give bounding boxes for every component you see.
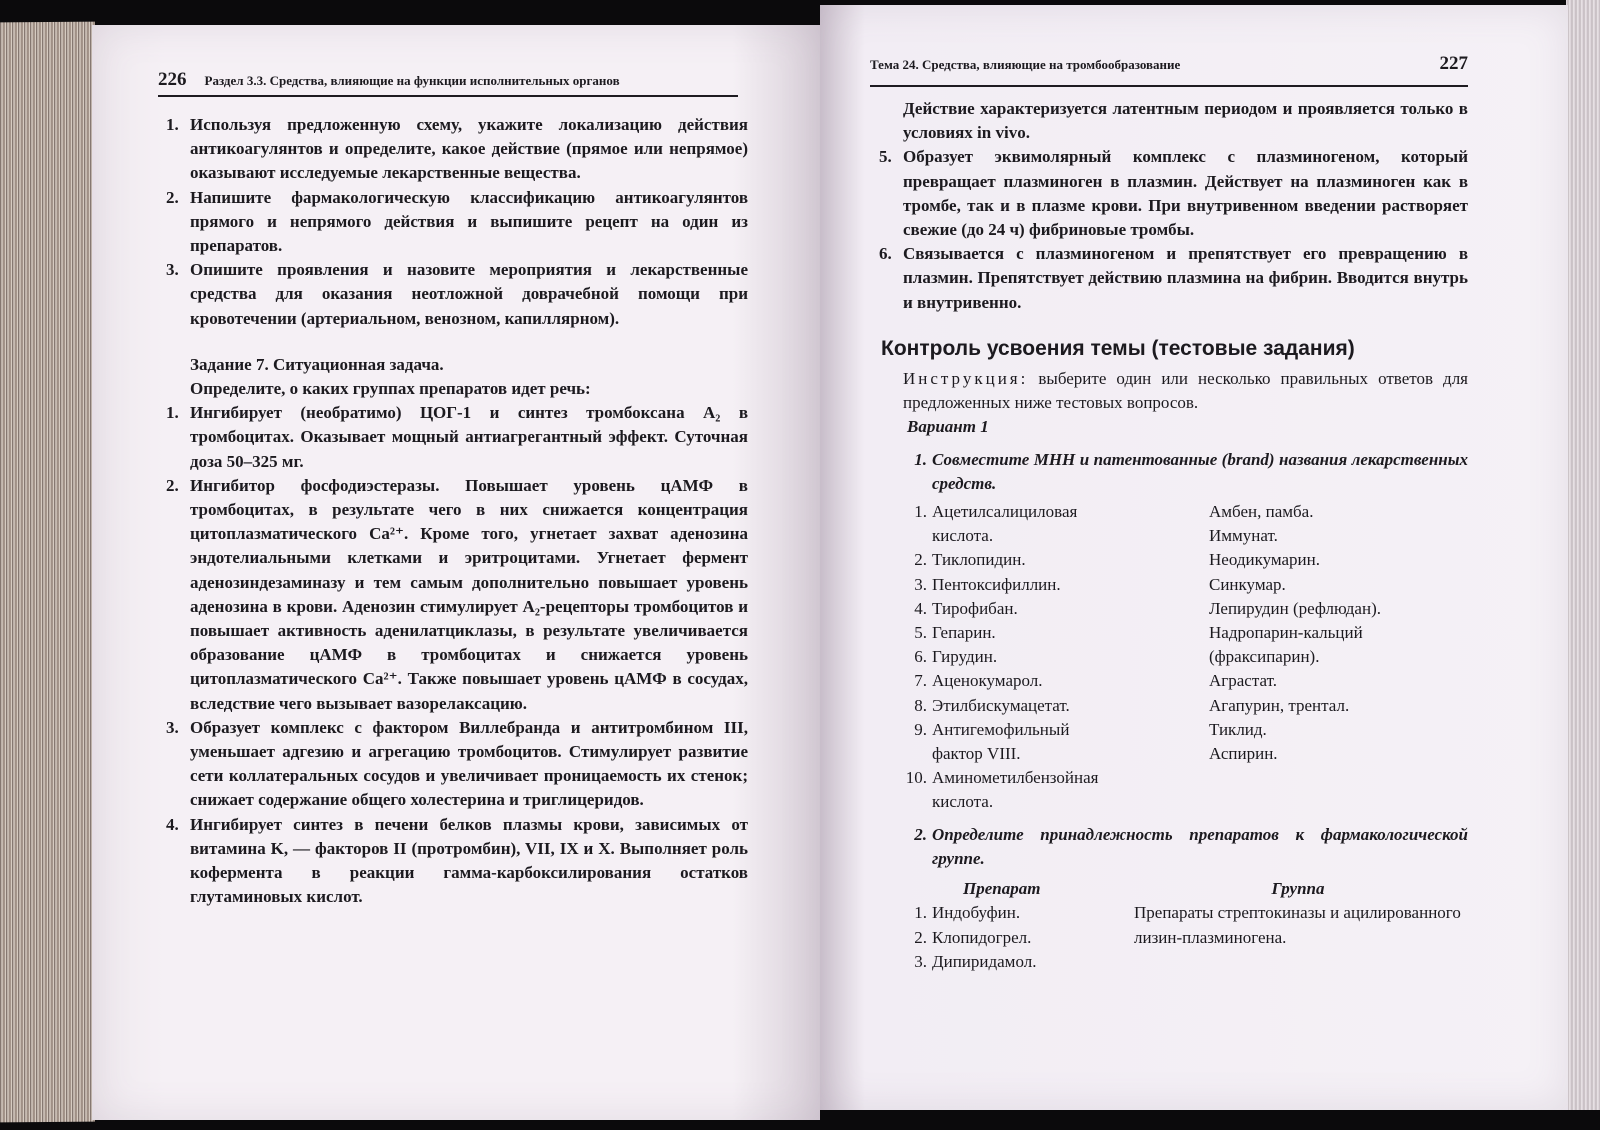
inn-list-item	[903, 500, 1203, 524]
right-page-content	[879, 97, 1468, 974]
item-number: 4.	[914, 598, 927, 618]
inn-list-item	[903, 573, 1203, 597]
task7-heading	[190, 353, 748, 377]
task-item	[166, 113, 748, 186]
item-number: 5.	[914, 623, 927, 643]
item-text: Ингибирует (необратимо) ЦОГ-1 и синтез тромбоксана A₂ в тромбоцитах. Оказывает мощный антиагрегантный эффект. Суточная доза 50–325 мг.	[190, 403, 748, 471]
brand-list-item: Иммунат.	[1209, 526, 1278, 546]
page-edges-right	[1566, 0, 1600, 1110]
brand-list-item: Аграстат.	[1209, 671, 1277, 691]
matching-lists	[903, 500, 1468, 815]
column-header-drug: Препарат	[963, 879, 1041, 899]
section-title: Контроль усвоения темы (тестовые задания)	[881, 336, 1355, 360]
item-text: Клопидогрел.	[932, 927, 1032, 947]
right-page	[820, 5, 1568, 1110]
item-text: Тиклопидин.	[932, 550, 1026, 570]
item-text: Напишите фармакологическую классификацию антикоагулянтов прямого и непрямого действия и выпишите рецепт на один из препаратов.	[190, 187, 748, 256]
item-text: Антигемофильный	[932, 719, 1070, 739]
item-number: 6.	[914, 647, 927, 667]
item-number: 2.	[166, 475, 179, 495]
item-number: 10.	[905, 768, 927, 788]
brand-list-item: Надропарин-кальций	[1209, 623, 1363, 643]
item-number: 1.	[166, 403, 179, 423]
item-text: Аминометилбензойная	[932, 768, 1099, 788]
instruction	[903, 367, 1468, 415]
item-text: Этилбискумацетат.	[932, 695, 1070, 715]
item-text: Дипиридамол.	[932, 951, 1037, 971]
inn-list-item	[903, 645, 1203, 669]
brand-list	[1209, 500, 1468, 815]
question-item	[166, 716, 748, 813]
page-number: 226	[158, 69, 187, 90]
variant-label: Вариант 1	[907, 417, 989, 437]
task7-prompt: Определите, о каких группах препаратов идет речь:	[190, 379, 591, 399]
column-header-group: Группа	[1271, 879, 1325, 899]
item-text-continuation: кислота.	[932, 792, 994, 812]
item-number: 4.	[166, 814, 179, 834]
item-number: 9.	[914, 719, 927, 739]
item-number: 1.	[914, 502, 927, 522]
brand-list-item: (фраксипарин).	[1209, 647, 1320, 667]
question-item	[166, 813, 748, 910]
item-text: Используя предложенную схему, укажите локализацию действия антикоагулянтов и определите, какое действие (прямое или непрямое) оказывают исследуемые лекарственные вещества.	[190, 115, 748, 183]
drug-list-item	[903, 901, 1128, 925]
header-rule	[158, 95, 738, 97]
item-text: Связывается с плазминогеном и препятствует его превращению в плазмин. Препятствует действию плазмина на фибрин. Вводится внутрь и внутривенно.	[903, 244, 1468, 312]
brand-list-item: Аспирин.	[1209, 744, 1278, 764]
question-item	[879, 145, 1468, 242]
item-number: 1.	[166, 115, 179, 134]
question-2	[903, 823, 1468, 871]
item-text: Гирудин.	[932, 647, 998, 667]
item-number: 2.	[166, 187, 179, 207]
item-number: 1.	[914, 903, 927, 923]
question-number: 2.	[914, 824, 927, 844]
item-text: Индобуфин.	[932, 903, 1021, 923]
item-text-continuation: фактор VIII.	[932, 744, 1021, 764]
inn-list-item	[903, 766, 1203, 790]
question-text: Определите принадлежность препаратов к фармакологической группе.	[932, 824, 1468, 868]
header-rule	[870, 85, 1468, 87]
task-item	[166, 186, 748, 259]
inn-list-item	[903, 597, 1203, 621]
item-text: Образует комплекс с фактором Виллебранда и антитромбином III, уменьшает адгезию и агрегацию тромбоцитов. Стимулирует развитие сети коллатеральных сосудов и увеличивает проницаемость их стенок; снижает содержание общего холестерина и триглицеридов.	[190, 717, 748, 810]
drug-list-item	[903, 950, 1128, 974]
group-list	[1134, 901, 1468, 974]
inn-list-item	[903, 694, 1203, 718]
question-text: Совместите МНН и патентованные (brand) названия лекарственных средств.	[932, 449, 1468, 493]
inn-list-item	[903, 548, 1203, 572]
item-text: Тирофибан.	[932, 598, 1018, 618]
question-1	[903, 448, 1468, 496]
item-text-continuation: кислота.	[932, 526, 994, 546]
left-page-content	[166, 113, 748, 910]
question-number: 1.	[914, 449, 927, 469]
item-number: 6.	[879, 244, 892, 264]
question-item	[166, 474, 748, 716]
item-text: Пентоксифиллин.	[932, 574, 1061, 594]
question-item	[166, 401, 748, 474]
brand-list-item: Агапурин, трентал.	[1209, 695, 1350, 715]
brand-list-item: Тиклид.	[1209, 719, 1267, 739]
item-text: Образует эквимолярный комплекс с плазминогеном, который превращает плазминоген в плазмин. Действует на плазминоген как в тромбе, так и в плазме крови. При внутривенном введении растворяет свежие (до 24 ч) фибриновые тромбы.	[903, 147, 1468, 240]
inn-list-item	[903, 669, 1203, 693]
item-number: 3.	[166, 260, 179, 280]
brand-list-item: Неодикумарин.	[1209, 550, 1321, 570]
q2-column-headers	[903, 877, 1468, 901]
item-text: Опишите проявления и назовите мероприятия и лекарственные средства для оказания неотложной доврачебной помощи при кровотечении (артериальном, венозном, капиллярном).	[190, 260, 748, 328]
drug-list	[903, 901, 1128, 974]
brand-list-item: Синкумар.	[1209, 574, 1286, 594]
question-item	[879, 242, 1468, 315]
q2-lists	[903, 901, 1468, 974]
item-number: 3.	[914, 951, 927, 971]
page-edges-left	[0, 22, 95, 1123]
instruction-text: выберите один или несколько правильных ответов для предложенных ниже тестовых вопросов.	[903, 369, 1468, 413]
brand-list-item: Лепирудин (рефлюдан).	[1209, 598, 1381, 618]
instruction-label: Инструкция:	[903, 369, 1029, 389]
page-number: 227	[1439, 53, 1468, 74]
task-item	[166, 258, 748, 331]
item-text: Ингибирует синтез в печени белков плазмы крови, зависимых от витамина K, — факторов II (протромбин), VII, IX и X. Выполняет роль кофермента в реакции гамма-карбоксилирования остатков глутаминовых кислот.	[190, 814, 748, 907]
item-text: Гепарин.	[932, 623, 996, 643]
continuation-text: Действие характеризуется латентным периодом и проявляется только в условиях in vivo.	[903, 99, 1468, 143]
running-head: Раздел 3.3. Средства, влияющие на функции исполнительных органов	[204, 73, 620, 88]
item-number: 2.	[914, 927, 927, 947]
item-number: 2.	[914, 550, 927, 570]
item-number: 3.	[166, 717, 179, 737]
inn-list-item	[903, 718, 1203, 742]
item-number: 3.	[914, 574, 927, 594]
item-number: 5.	[879, 147, 892, 167]
drug-list-item	[903, 926, 1128, 950]
item-text: Ацетилсалициловая	[932, 502, 1078, 522]
item-number: 8.	[914, 695, 927, 715]
task7-title: Ситуационная задача.	[272, 354, 444, 374]
left-page-header	[158, 69, 738, 91]
item-text: Аценокумарол.	[932, 671, 1043, 691]
task7-label: Задание 7.	[190, 354, 269, 374]
running-head: Тема 24. Средства, влияющие на тромбообразование	[870, 57, 1181, 72]
item-number: 7.	[914, 671, 927, 691]
group-text: Препараты стрептокиназы и ацилированного лизин-плазминогена.	[1134, 903, 1461, 947]
brand-list-item: Амбен, памба.	[1209, 502, 1314, 522]
left-page	[92, 25, 820, 1120]
item-text: Ингибитор фосфодиэстеразы. Повышает уровень цАМФ в тромбоцитах, в результате чего в них снижается концентрация цитоплазматического Ca²⁺. Кроме того, угнетает захват аденозина эндотелиальными клетками и эритроцитами. Угнетает фермент аденозиндезаминазу и тем самым дополнительно повышает уровень аденозина в крови. Аденозин стимулирует A₂-рецепторы тромбоцитов и повышает активность аденилатциклазы, в результате увеличивается образование цАМФ в тромбоцитах и снижается уровень цитоплазматического Ca²⁺. Также повышает уровень цАМФ в сосудах, вследствие чего вызывает вазорелаксацию.	[190, 475, 748, 713]
right-page-header	[870, 53, 1468, 75]
inn-list	[903, 500, 1203, 815]
inn-list-item	[903, 621, 1203, 645]
